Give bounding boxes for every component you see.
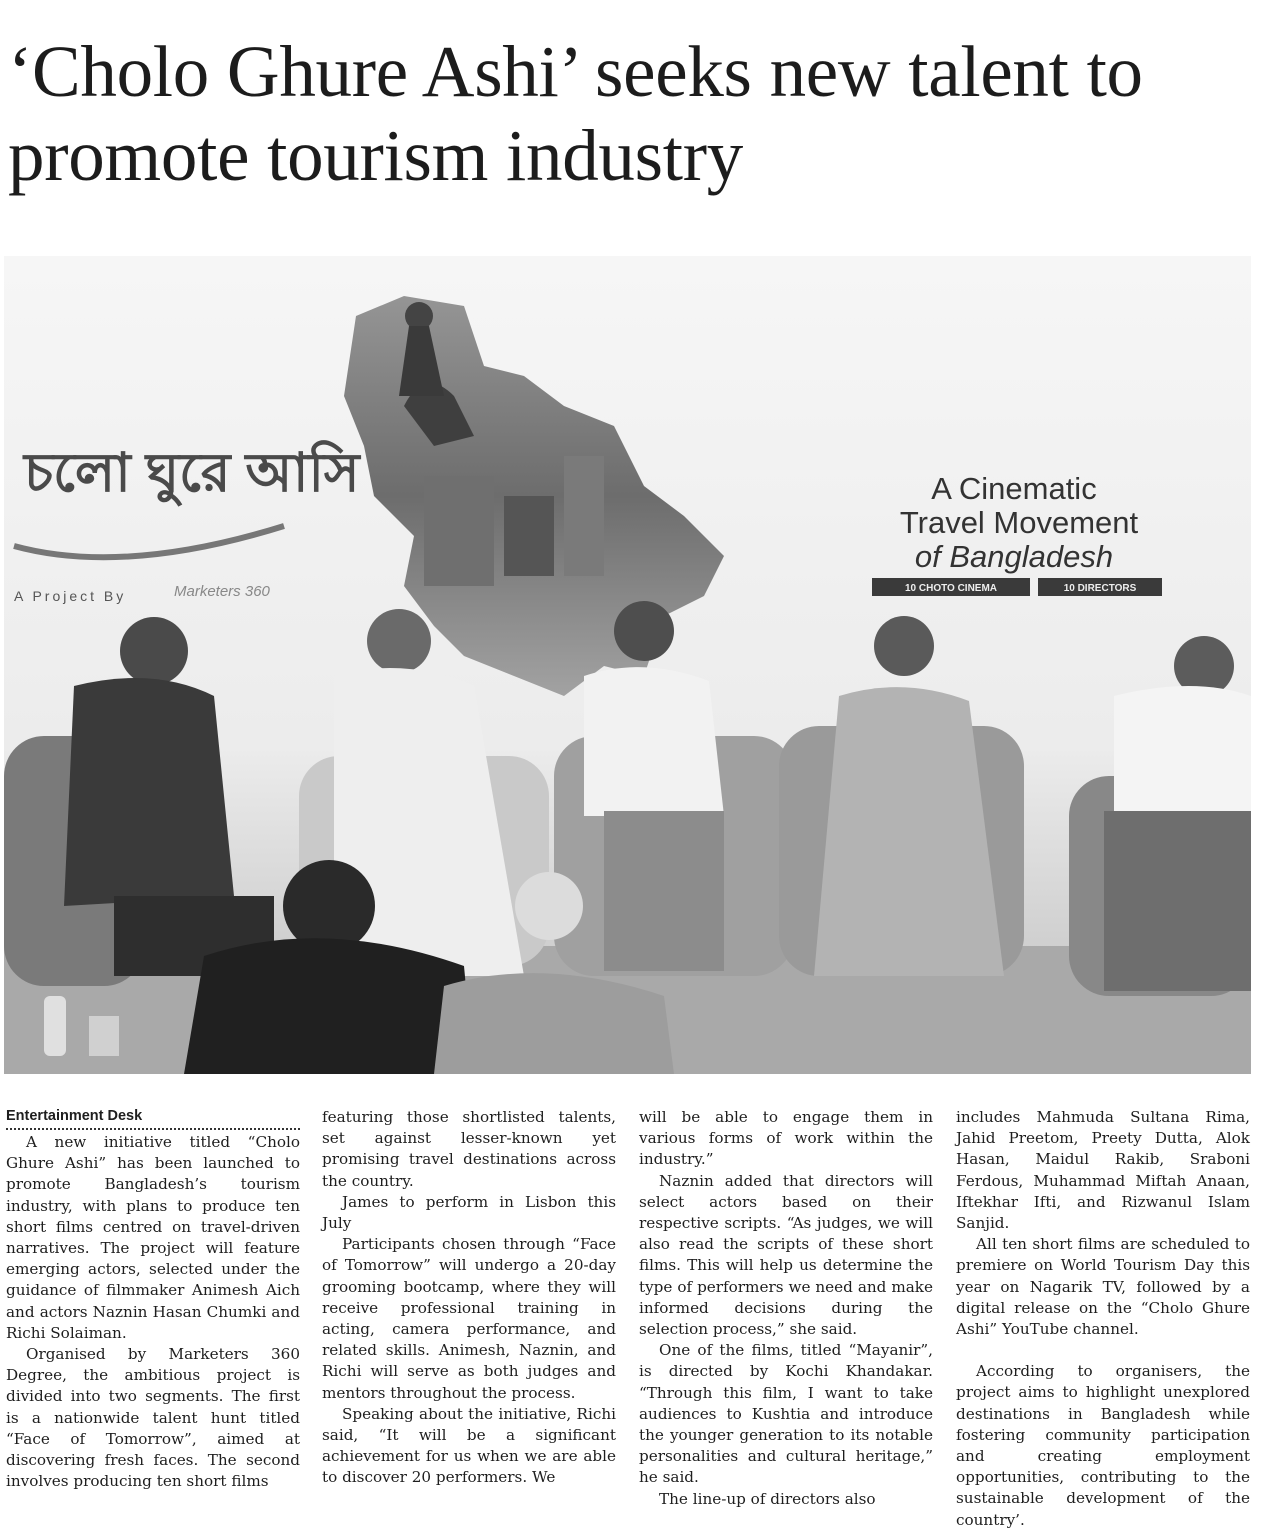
svg-text:10 CHOTO CINEMA: 10 CHOTO CINEMA xyxy=(904,583,998,594)
paragraph: The line-up of directors also xyxy=(659,1489,876,1508)
article-column-2 xyxy=(322,1107,616,1489)
svg-text:A Cinematic: A Cinematic xyxy=(931,471,1097,506)
byline: Entertainment Desk xyxy=(6,1107,300,1130)
article-column-1 xyxy=(6,1107,300,1492)
event-photo xyxy=(4,256,1251,1074)
svg-text:Travel Movement: Travel Movement xyxy=(899,505,1139,540)
svg-text:Marketers 360: Marketers 360 xyxy=(174,583,270,600)
paragraph: One of the films, titled “Mayanir”, is directed by Kochi Khandakar. “Through this film, I want to take audiences to Kushtia and introduce the younger generation to its notable personalities and cultural heritage,” he said. xyxy=(639,1341,933,1487)
paragraph: A new initiative titled “Cholo Ghure Ashi” has been launched to promote Bangladesh’s tourism industry, with plans to produce ten short films centred on travel-driven narratives. The project will feature emerging actors, selected under the guidance of filmmaker Animesh Aich and actors Naznin Hasan Chumki and Richi Solaiman. xyxy=(6,1133,300,1342)
svg-text:চলো ঘুরে আসি: চলো ঘুরে আসি xyxy=(24,443,360,503)
article-column-3 xyxy=(639,1107,933,1510)
paragraph: Speaking about the initiative, Richi said, “It will be a significant achievement for us when we are able to discover 20 performers. We xyxy=(322,1404,616,1487)
paragraph: featuring those shortlisted talents, set against lesser-known yet promising travel destinations across the country. xyxy=(322,1108,616,1190)
paragraph: Naznin added that directors will select actors based on their respective scripts. “As judges, we will also read the scripts of these short films. This will help us determine the type of performers we need and make informed decisions during the selection process,” she said. xyxy=(639,1171,933,1339)
paragraph: includes Mahmuda Sultana Rima, Jahid Preetom, Preety Dutta, Alok Hasan, Maidul Rakib, Sraboni Ferdous, Muhammad Miftah Anaan, Iftekhar Ifti, and Rizwanul Islam Sanjid. xyxy=(956,1108,1250,1233)
paragraph: According to organisers, the project aims to highlight unexplored destinations in Bangladesh while fostering community participation and creating employment opportunities, contributing to the sustainable development of the country’. xyxy=(956,1362,1250,1529)
paragraph: Organised by Marketers 360 Degree, the ambitious project is divided into two segments. The first is a nationwide talent hunt titled “Face of Tomorrow”, aimed at discovering fresh faces. The second involves producing ten short films xyxy=(6,1345,300,1491)
headline: ‘Cholo Ghure Ashi’ seeks new talent to promote tourism industry xyxy=(8,31,1143,196)
related-headline: James to perform in Lisbon this July xyxy=(322,1192,616,1233)
svg-text:of Bangladesh: of Bangladesh xyxy=(914,539,1114,574)
article-body xyxy=(6,1107,1252,1529)
paragraph: All ten short films are scheduled to premiere on World Tourism Day this year on Nagarik TV, followed by a digital release on the “Cholo Ghure Ashi” YouTube channel. xyxy=(956,1235,1250,1339)
article-column-4 xyxy=(956,1107,1250,1531)
paragraph: Participants chosen through “Face of Tomorrow” will undergo a 20-day grooming bootcamp, where they will receive professional training in acting, camera performance, and related skills. Animesh, Naznin, and Richi will serve as both judges and mentors throughout the process. xyxy=(322,1235,616,1402)
svg-text:10 DIRECTORS: 10 DIRECTORS xyxy=(1063,583,1137,594)
paragraph: will be able to engage them in various forms of work within the industry.” xyxy=(639,1108,933,1169)
svg-text:A Project By: A Project By xyxy=(14,588,127,604)
